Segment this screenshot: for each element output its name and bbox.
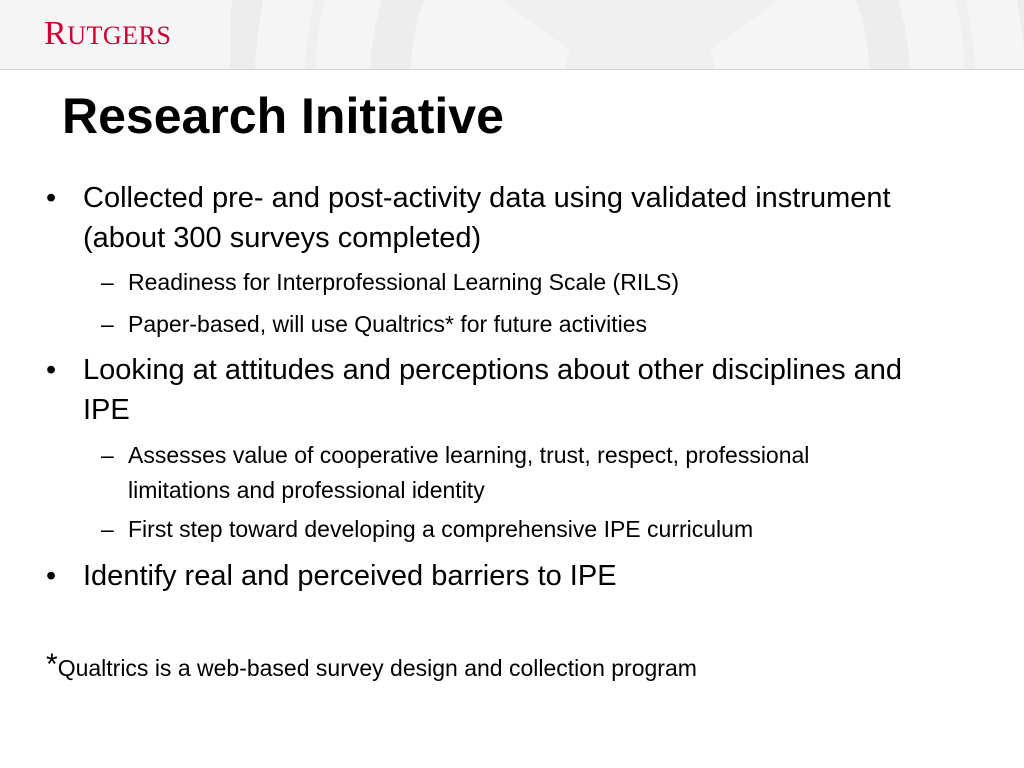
header-band <box>0 0 1024 70</box>
sub-bullet-marker: – <box>101 442 114 468</box>
bullet-marker: • <box>46 182 57 214</box>
sub-bullet-text: Assesses value of cooperative learning, trust, respect, professional limitations and professional identity <box>128 442 810 503</box>
sub-bullet-item <box>101 307 921 342</box>
bullet-marker: • <box>46 354 57 386</box>
rutgers-logo: RUTGERS <box>44 15 172 52</box>
sub-bullet-text: First step toward developing a comprehensive IPE curriculum <box>128 516 754 542</box>
bullet-item <box>46 556 946 596</box>
bullet-text: Collected pre- and post-activity data using validated instrument (about 300 surveys completed) <box>83 182 891 254</box>
bullet-text: Looking at attitudes and perceptions about other disciplines and IPE <box>83 354 903 426</box>
header-divider <box>0 69 1024 70</box>
sub-bullet-item <box>101 438 821 508</box>
bullet-item <box>46 350 946 430</box>
sub-bullet-item <box>101 512 921 547</box>
sub-bullet-marker: – <box>101 516 114 542</box>
slide-title: Research Initiative <box>62 88 504 144</box>
footnote <box>46 648 697 688</box>
footnote-text: Qualtrics is a web-based survey design and collection program <box>57 655 697 681</box>
sub-bullet-marker: – <box>101 311 114 337</box>
sub-bullet-marker: – <box>101 269 114 295</box>
university-seal-watermark <box>230 0 1024 70</box>
sub-bullet-item <box>101 265 921 300</box>
bullet-item <box>46 178 946 258</box>
footnote-asterisk: * <box>46 648 58 681</box>
bullet-marker: • <box>46 560 57 592</box>
sub-bullet-text: Paper-based, will use Qualtrics* for future activities <box>128 311 647 337</box>
sub-bullet-text: Readiness for Interprofessional Learning Scale (RILS) <box>128 269 680 295</box>
bullet-text: Identify real and perceived barriers to IPE <box>83 560 617 592</box>
